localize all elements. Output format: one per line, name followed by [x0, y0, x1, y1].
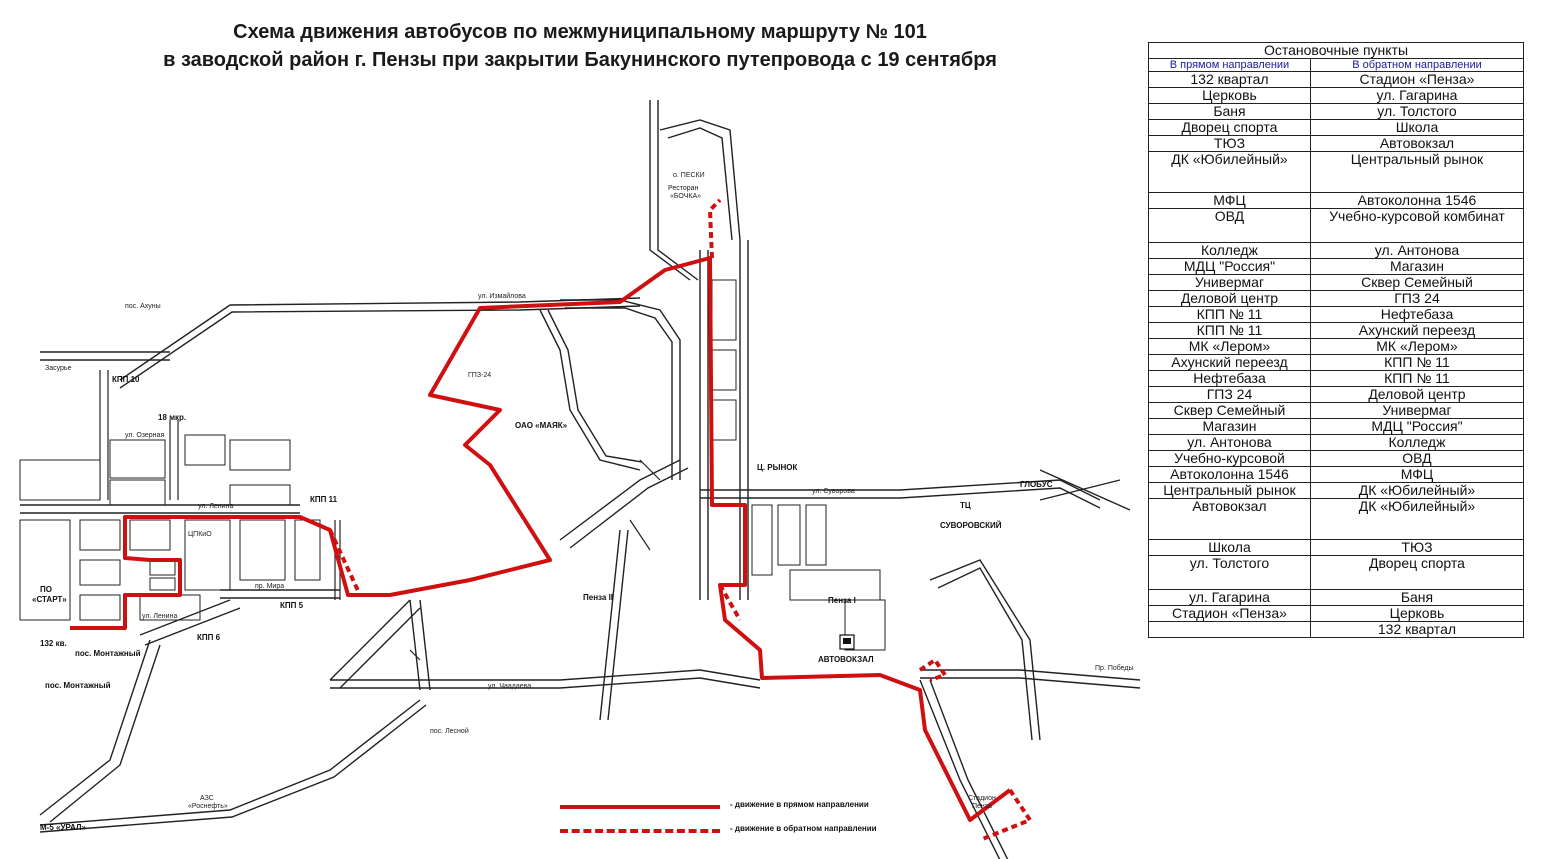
road-bakunina: [560, 460, 688, 548]
block: [778, 505, 800, 565]
road-lesnoy: [330, 600, 420, 688]
legend-forward-label: - движение в прямом направлении: [730, 800, 869, 809]
stop-forward: Стадион «Пенза»: [1149, 606, 1311, 622]
block: [806, 505, 826, 565]
table-row: [1149, 193, 1524, 209]
label-rynok: Ц. РЫНОК: [757, 463, 798, 472]
stop-forward: МДЦ "Россия": [1149, 259, 1311, 275]
col-forward-header: В прямом направлении: [1149, 59, 1311, 72]
label-azs-1: АЗС: [200, 795, 214, 802]
label-ozernaya: ул. Озерная: [125, 432, 165, 439]
stops-table: [1148, 42, 1524, 638]
road-stadium-loop: [930, 560, 1040, 740]
label-gpz24: ГПЗ-24: [468, 372, 492, 379]
stop-backward: Дворец спорта: [1310, 556, 1523, 590]
stop-backward: МК «Лером»: [1310, 339, 1523, 355]
block: [20, 520, 70, 620]
route-map: [0, 80, 1150, 859]
stop-forward: Сквер Семейный: [1149, 403, 1311, 419]
stop-backward: Универмаг: [1310, 403, 1523, 419]
table-row: [1149, 467, 1524, 483]
label-montazh1: пос. Монтажный: [75, 649, 141, 658]
block: [80, 595, 120, 620]
table-row: [1149, 291, 1524, 307]
block: [230, 485, 290, 505]
stop-backward: ДК «Юбилейный»: [1310, 499, 1523, 540]
stop-backward: ОВД: [1310, 451, 1523, 467]
label-izmailova: ул. Измайлова: [478, 293, 526, 300]
label-stadion-1: Стадион: [968, 795, 996, 802]
stop-forward: Нефтебаза: [1149, 371, 1311, 387]
stop-forward: ОВД: [1149, 209, 1311, 243]
block: [80, 560, 120, 585]
label-kpp10: КПП 10: [112, 375, 140, 384]
label-kpp5: КПП 5: [280, 601, 304, 610]
label-peski: о. ПЕСКИ: [673, 172, 705, 179]
label-avtovokzal: АВТОВОКЗАЛ: [818, 655, 874, 664]
stop-backward: Сквер Семейный: [1310, 275, 1523, 291]
title-line-2: в заводской район г. Пензы при закрытии Бакунинского путепровода с 19 сентября: [163, 49, 997, 71]
block: [295, 520, 320, 580]
block: [130, 520, 170, 550]
stop-backward: Баня: [1310, 590, 1523, 606]
stop-forward: МК «Лером»: [1149, 339, 1311, 355]
label-132kv: 132 кв.: [40, 639, 67, 648]
title-line-1: Схема движения автобусов по межмуниципальному маршруту № 101: [233, 21, 927, 43]
table-row: [1149, 556, 1524, 590]
table-row: [1149, 499, 1524, 540]
block: [230, 440, 290, 470]
stop-backward: ДК «Юбилейный»: [1310, 483, 1523, 499]
stop-backward: ул. Толстого: [1310, 104, 1523, 120]
bus-station-icon: [840, 635, 854, 649]
table-row: [1149, 323, 1524, 339]
stop-backward: Учебно-курсовой комбинат: [1310, 209, 1523, 243]
map-labels: [32, 172, 1134, 832]
stop-backward: Ахунский переезд: [1310, 323, 1523, 339]
table-row: [1149, 419, 1524, 435]
railway: [410, 650, 420, 660]
label-kpp6: КПП 6: [197, 633, 221, 642]
label-kpp11: КПП 11: [310, 495, 338, 504]
label-18mkr: 18 мкр.: [158, 413, 187, 422]
stop-backward: Автовокзал: [1310, 136, 1523, 152]
road-montazh-south: [40, 640, 160, 822]
road-m5: [40, 700, 426, 832]
block: [110, 440, 165, 478]
legend-backward-label: - движение в обратном направлении: [730, 824, 877, 833]
label-bochka-2: «БОЧКА»: [670, 193, 702, 200]
table-row: [1149, 483, 1524, 499]
table-row: [1149, 104, 1524, 120]
stop-forward: МФЦ: [1149, 193, 1311, 209]
road-kirova: [700, 250, 708, 600]
label-mayak: ОАО «МАЯК»: [515, 421, 568, 430]
stop-forward: Колледж: [1149, 243, 1311, 259]
table-row: [1149, 275, 1524, 291]
stop-forward: Автовокзал: [1149, 499, 1311, 540]
stop-forward: Ахунский переезд: [1149, 355, 1311, 371]
label-suvorovsky-2: СУВОРОВСКИЙ: [940, 521, 1002, 530]
road-globus: [1040, 470, 1130, 510]
stop-backward: 132 квартал: [1310, 622, 1523, 638]
stop-forward: Школа: [1149, 540, 1311, 556]
label-suvorovsky-1: ТЦ: [960, 501, 971, 510]
block: [712, 350, 736, 390]
stop-forward: ул. Антонова: [1149, 435, 1311, 451]
stop-backward: Деловой центр: [1310, 387, 1523, 403]
table-row: [1149, 435, 1524, 451]
label-stadion-2: Пенза: [972, 803, 992, 810]
block: [80, 520, 120, 550]
map-legend: [560, 800, 920, 850]
label-montazh2: пос. Монтажный: [45, 681, 111, 690]
road-mira: [220, 590, 340, 598]
block: [712, 400, 736, 440]
stop-backward: КПП № 11: [1310, 355, 1523, 371]
stop-backward: Автоколонна 1546: [1310, 193, 1523, 209]
table-row: [1149, 209, 1524, 243]
block: [752, 505, 772, 575]
stop-backward: Магазин: [1310, 259, 1523, 275]
table-row: [1149, 72, 1524, 88]
label-lenina: ул. Ленина: [198, 503, 234, 510]
table-row: [1149, 136, 1524, 152]
stop-forward: Магазин: [1149, 419, 1311, 435]
label-globus: ГЛОБУС: [1020, 480, 1053, 489]
stop-backward: Стадион «Пенза»: [1310, 72, 1523, 88]
road-chaadaeva: [330, 670, 760, 688]
stop-backward: Центральный рынок: [1310, 152, 1523, 193]
table-row: [1149, 371, 1524, 387]
block: [240, 520, 285, 580]
road-mayak: [540, 310, 642, 470]
road-lenina: [20, 505, 300, 513]
road-north2: [660, 120, 740, 240]
label-chaadaeva: ул. Чаадаева: [488, 683, 532, 690]
stop-forward: ул. Толстого: [1149, 556, 1311, 590]
block: [150, 560, 175, 575]
road-network: [20, 100, 1140, 859]
stop-forward: КПП № 11: [1149, 307, 1311, 323]
label-ural: М-5 «УРАЛ»: [40, 823, 86, 832]
table-row: [1149, 152, 1524, 193]
stop-forward: Учебно-курсовой: [1149, 451, 1311, 467]
stop-backward: Школа: [1310, 120, 1523, 136]
stop-backward: ТЮЗ: [1310, 540, 1523, 556]
table-row: [1149, 259, 1524, 275]
stop-forward: ул. Гагарина: [1149, 590, 1311, 606]
legend-dashed-line: [560, 829, 720, 833]
road-pobedy: [920, 670, 1140, 688]
label-suvorova: ул. Суворова: [812, 488, 855, 495]
stop-backward: КПП № 11: [1310, 371, 1523, 387]
stop-forward: Автоколонна 1546: [1149, 467, 1311, 483]
road-vert: [410, 600, 430, 690]
road-18mkr: [170, 420, 178, 500]
stop-forward: Центральный рынок: [1149, 483, 1311, 499]
road-karla-marksa: [100, 370, 108, 500]
table-row: [1149, 243, 1524, 259]
road-penza2: [600, 530, 628, 720]
label-po-start-1: ПО: [40, 585, 52, 594]
stop-forward: КПП № 11: [1149, 323, 1311, 339]
stop-forward: 132 квартал: [1149, 72, 1311, 88]
label-lenina2: ул. Ленина: [142, 613, 178, 620]
table-row: [1149, 387, 1524, 403]
table-row: [1149, 355, 1524, 371]
stop-backward: МФЦ: [1310, 467, 1523, 483]
label-po-start-2: «СТАРТ»: [32, 595, 67, 604]
stops-table-header: Остановочные пункты: [1149, 43, 1524, 59]
table-row: [1149, 540, 1524, 556]
label-tspko: ЦПКиО: [188, 531, 212, 538]
label-bochka-1: Ресторан: [668, 185, 699, 192]
label-penza1: Пенза I: [828, 596, 856, 605]
map-title: [30, 18, 1130, 74]
table-row: [1149, 451, 1524, 467]
stop-backward: ул. Гагарина: [1310, 88, 1523, 104]
stop-backward: Нефтебаза: [1310, 307, 1523, 323]
label-azs-2: «Роснефть»: [188, 803, 228, 810]
stop-backward: Церковь: [1310, 606, 1523, 622]
stop-forward: [1149, 622, 1311, 638]
block: [150, 578, 175, 590]
table-row: [1149, 622, 1524, 638]
stop-forward: Баня: [1149, 104, 1311, 120]
label-penza2: Пенза II: [583, 593, 614, 602]
stop-forward: Церковь: [1149, 88, 1311, 104]
label-akhuny: пос. Ахуны: [125, 303, 161, 310]
block: [110, 480, 165, 505]
table-row: [1149, 606, 1524, 622]
stop-forward: ГПЗ 24: [1149, 387, 1311, 403]
stop-forward: ДК «Юбилейный»: [1149, 152, 1311, 193]
legend-solid-line: [560, 805, 720, 809]
stop-forward: ТЮЗ: [1149, 136, 1311, 152]
stops-table-body: [1149, 72, 1524, 638]
label-mira: пр. Мира: [255, 583, 285, 590]
stop-forward: Дворец спорта: [1149, 120, 1311, 136]
table-row: [1149, 339, 1524, 355]
block: [185, 435, 225, 465]
stop-forward: Универмаг: [1149, 275, 1311, 291]
stop-backward: Колледж: [1310, 435, 1523, 451]
road-izmailova-b: [120, 306, 640, 388]
label-zasurye: Засурье: [45, 365, 72, 372]
table-row: [1149, 590, 1524, 606]
railway: [630, 460, 660, 550]
table-row: [1149, 88, 1524, 104]
table-row: [1149, 120, 1524, 136]
stop-forward: Деловой центр: [1149, 291, 1311, 307]
block: [20, 460, 100, 500]
label-lesnoy: пос. Лесной: [430, 728, 469, 735]
label-pobedy: Пр. Победы: [1095, 665, 1134, 672]
road-gpz-loop: [560, 300, 680, 480]
table-row: [1149, 403, 1524, 419]
stop-backward: МДЦ "Россия": [1310, 419, 1523, 435]
block: [712, 280, 736, 340]
table-row: [1149, 307, 1524, 323]
stop-backward: ул. Антонова: [1310, 243, 1523, 259]
col-backward-header: В обратном направлении: [1310, 59, 1523, 72]
stop-backward: ГПЗ 24: [1310, 291, 1523, 307]
